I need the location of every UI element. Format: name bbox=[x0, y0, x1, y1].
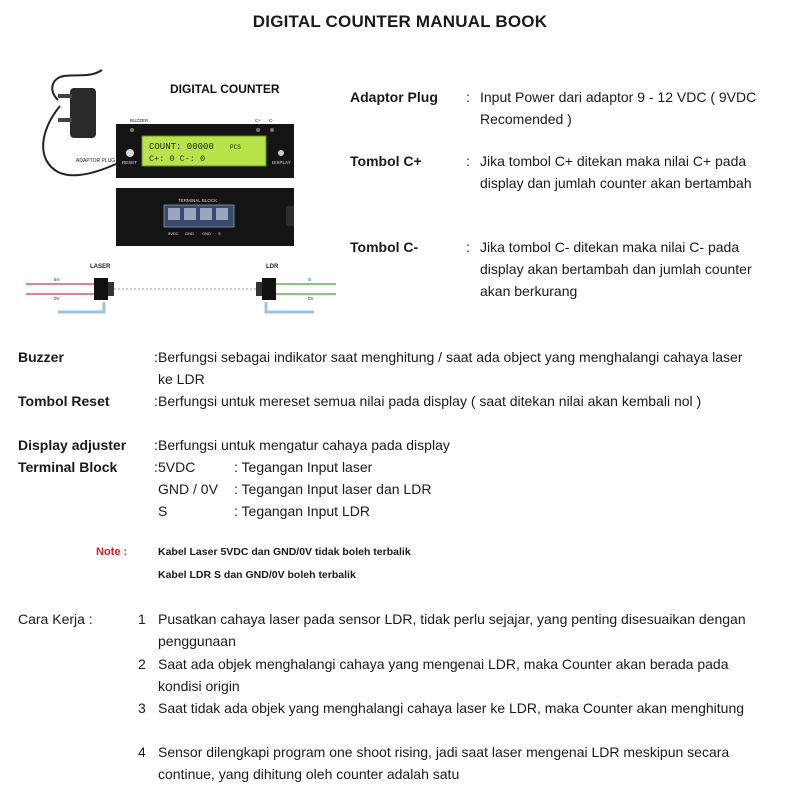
cplus-button bbox=[256, 128, 260, 132]
laser-bracket bbox=[58, 302, 104, 312]
entry-colon: : bbox=[466, 89, 470, 105]
adaptor-plug-label: ADAPTOR PLUG bbox=[76, 158, 116, 164]
reset-button bbox=[126, 149, 134, 157]
terminal-pin-label: GND bbox=[202, 231, 211, 236]
entry-label: Adaptor Plug bbox=[350, 89, 438, 105]
step-number: 1 bbox=[138, 611, 146, 627]
reset-label: RESET bbox=[122, 160, 138, 165]
spec-label: Buzzer bbox=[18, 349, 64, 365]
display-adjuster-label: DISPLAY bbox=[272, 160, 291, 165]
note-line: Kabel Laser 5VDC dan GND/0V tidak boleh terbalik bbox=[158, 546, 411, 558]
cminus-button bbox=[270, 128, 274, 132]
cara-kerja-label: Cara Kerja : bbox=[18, 611, 93, 627]
page-title: DIGITAL COUNTER MANUAL BOOK bbox=[252, 12, 548, 31]
laser-module bbox=[94, 278, 108, 300]
buzzer-label: BUZZER bbox=[130, 118, 148, 123]
terminal-pin: GND / 0V bbox=[158, 481, 218, 497]
terminal-pin-label: S bbox=[218, 231, 221, 236]
ldr-wire-bottom-label: 0V bbox=[308, 296, 314, 301]
step-text: Saat ada objek menghalangi cahaya yang mengenai LDR, maka Counter akan berada pada kondisi origin bbox=[158, 656, 729, 694]
entry-colon: : bbox=[466, 153, 470, 169]
terminal-block-label: TERMINAL BLOCK bbox=[178, 198, 218, 203]
entry-description: Jika tombol C- ditekan maka nilai C- pada display akan bertambah dan jumlah counter akan berkurang bbox=[480, 239, 752, 299]
laser-wire-bottom-label: 0V bbox=[54, 296, 60, 301]
spec-label: Display adjuster bbox=[18, 437, 127, 453]
spec-colon: : bbox=[154, 349, 158, 365]
step-number: 4 bbox=[138, 744, 146, 760]
device-diagram bbox=[18, 60, 338, 322]
spec-description: Berfungsi untuk mereset semua nilai pada display ( saat ditekan nilai akan kembali nol ) bbox=[158, 393, 702, 409]
terminal-description: : Tegangan Input LDR bbox=[234, 503, 370, 519]
note-line: Kabel LDR S dan GND/0V boleh terbalik bbox=[158, 569, 356, 581]
entry-description: Jika tombol C+ ditekan maka nilai C+ pada display dan jumlah counter akan bertambah bbox=[480, 153, 752, 191]
cminus-label: C- bbox=[269, 118, 274, 123]
step-number: 2 bbox=[138, 656, 146, 672]
laser-label: LASER bbox=[90, 264, 111, 270]
spec-colon: : bbox=[154, 437, 158, 453]
terminal-description: : Tegangan Input laser dan LDR bbox=[234, 481, 432, 497]
device-title: DIGITAL COUNTER bbox=[170, 82, 280, 96]
entry-colon: : bbox=[466, 239, 470, 255]
step-number: 3 bbox=[138, 700, 146, 716]
terminal-pin: 5VDC bbox=[158, 459, 196, 475]
step-text: Pusatkan cahaya laser pada sensor LDR, tidak perlu sejajar, yang penting disesuaikan dengan penggunaan bbox=[158, 611, 746, 649]
terminal-pin-label: GND bbox=[185, 231, 194, 236]
spec-colon: : bbox=[154, 459, 158, 475]
ldr-wire-top-label: S bbox=[308, 277, 312, 282]
display-adjuster-knob bbox=[278, 150, 284, 156]
entry-description: Input Power dari adaptor 9 - 12 VDC ( 9VDC Recomended ) bbox=[480, 89, 757, 127]
step-text: Saat tidak ada objek yang menghalangi cahaya laser ke LDR, maka Counter akan menghitung bbox=[158, 700, 745, 716]
laser-wire-top-label: 5V bbox=[54, 277, 60, 282]
spec-label: Terminal Block bbox=[18, 459, 118, 475]
lcd-c-values-line: C+: 0 C-: 0 bbox=[149, 154, 206, 164]
lcd-unit: PCS bbox=[230, 144, 241, 151]
step-text: Sensor dilengkapi program one shoot rising, jadi saat laser mengenai LDR meskipun secara continue, yang dihitung oleh counter adalah satu bbox=[158, 744, 730, 782]
ldr-label: LDR bbox=[266, 264, 279, 270]
spec-description: Berfungsi untuk mengatur cahaya pada display bbox=[158, 437, 450, 453]
spec-colon: : bbox=[154, 393, 158, 409]
spec-label: Tombol Reset bbox=[18, 393, 110, 409]
terminal-description: : Tegangan Input laser bbox=[234, 459, 373, 475]
lcd-count-line: COUNT: 00000 bbox=[149, 142, 214, 152]
cplus-label: C+ bbox=[255, 118, 261, 123]
ldr-bracket bbox=[266, 302, 314, 312]
ldr-sensor bbox=[262, 278, 276, 300]
spec-description: Berfungsi sebagai indikator saat menghitung / saat ada object yang menghalangi cahaya laser ke LDR bbox=[158, 349, 743, 387]
buzzer-icon bbox=[130, 128, 134, 132]
terminal-pin: S bbox=[158, 503, 168, 519]
terminal-pin-label: 5VDC bbox=[168, 231, 179, 236]
entry-label: Tombol C+ bbox=[350, 153, 422, 169]
note-label: Note : bbox=[96, 546, 128, 558]
adaptor-body bbox=[70, 88, 96, 138]
entry-label: Tombol C- bbox=[350, 239, 419, 255]
